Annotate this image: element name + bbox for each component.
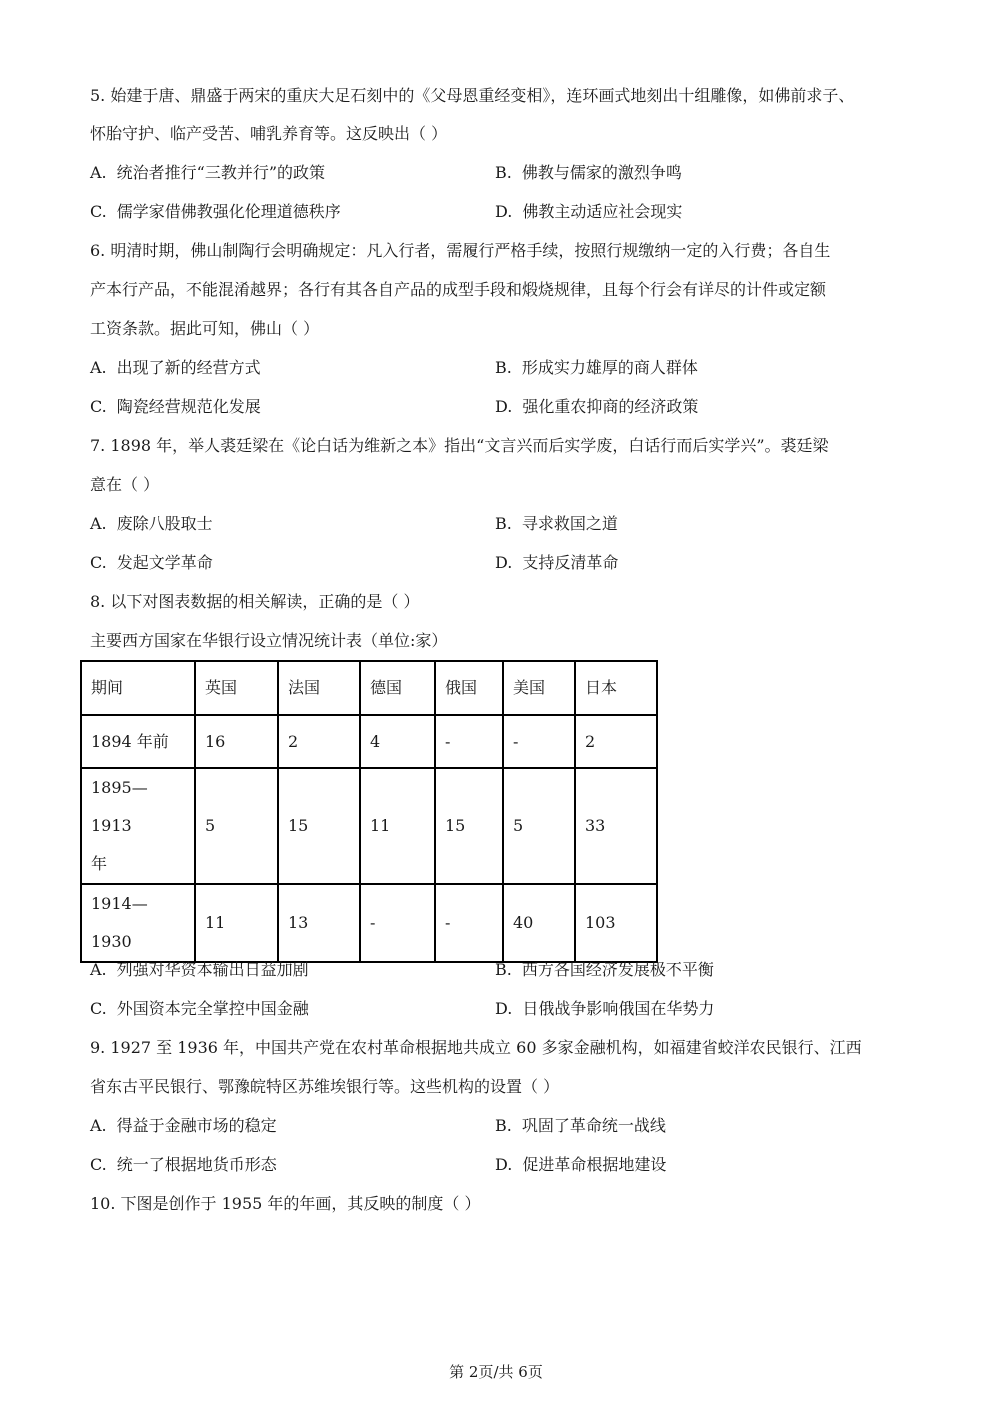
table-cell: 13 bbox=[278, 884, 360, 962]
option-letter: B. bbox=[495, 163, 512, 182]
q6-stem-line1: 6. 明清时期，佛山制陶行会明确规定：凡入行者，需履行严格手续，按照行规缴纳一定的入行费；各自生 bbox=[90, 241, 831, 260]
option-letter: A. bbox=[90, 1116, 107, 1135]
table-cell: 33 bbox=[575, 768, 657, 884]
bank-stats-table bbox=[80, 660, 658, 963]
option-text: 列强对华资本输出日益加剧 bbox=[116, 960, 309, 979]
q6-option-c[interactable] bbox=[90, 397, 261, 417]
q9-option-a[interactable] bbox=[90, 1116, 277, 1136]
table-cell: 4 bbox=[360, 715, 435, 768]
q5-stem-line1: 5. 始建于唐、鼎盛于两宋的重庆大足石刻中的《父母恩重经变相》，连环画式地刻出十组雕像，如佛前求子、 bbox=[90, 86, 855, 105]
option-text: 得益于金融市场的稳定 bbox=[116, 1116, 277, 1135]
table-period-cell bbox=[81, 768, 195, 884]
option-letter: C. bbox=[90, 1155, 107, 1174]
q6-option-b[interactable] bbox=[495, 358, 698, 378]
q7-option-d[interactable] bbox=[495, 553, 618, 573]
option-letter: D. bbox=[495, 397, 513, 416]
table-cell: 15 bbox=[435, 768, 503, 884]
option-letter: D. bbox=[495, 553, 513, 572]
q6-stem-line3: 工资条款。据此可知，佛山（ ） bbox=[90, 319, 320, 338]
table-cell: 11 bbox=[360, 768, 435, 884]
period-text: 1914—1930 bbox=[91, 894, 148, 951]
q5-option-b[interactable] bbox=[495, 163, 682, 183]
option-letter: A. bbox=[90, 514, 107, 533]
period-text: 1895—1913 bbox=[91, 778, 148, 835]
q6-option-d[interactable] bbox=[495, 397, 698, 417]
option-letter: A. bbox=[90, 163, 107, 182]
option-text: 形成实力雄厚的商人群体 bbox=[521, 358, 698, 377]
option-text: 寻求救国之道 bbox=[521, 514, 618, 533]
option-text: 统一了根据地货币形态 bbox=[116, 1155, 277, 1174]
option-text: 废除八股取士 bbox=[116, 514, 213, 533]
q5-option-c[interactable] bbox=[90, 202, 341, 222]
q9-option-b[interactable] bbox=[495, 1116, 666, 1136]
table-header-cell: 法国 bbox=[278, 661, 360, 715]
option-letter: C. bbox=[90, 397, 107, 416]
option-letter: D. bbox=[495, 999, 513, 1018]
q8-option-b[interactable] bbox=[495, 960, 714, 980]
option-letter: C. bbox=[90, 553, 107, 572]
q6-option-a[interactable] bbox=[90, 358, 261, 378]
option-text: 统治者推行“三教并行”的政策 bbox=[116, 163, 326, 182]
table-header-row bbox=[81, 661, 657, 715]
table-cell: - bbox=[503, 715, 575, 768]
table-cell: 16 bbox=[195, 715, 278, 768]
table-header-cell: 俄国 bbox=[435, 661, 503, 715]
table-cell: 103 bbox=[575, 884, 657, 962]
option-letter: D. bbox=[495, 1155, 513, 1174]
table-cell: 2 bbox=[575, 715, 657, 768]
q6-stem-line2: 产本行产品，不能混淆越界；各行有其各自产品的成型手段和煅烧规律，且每个行会有详尽的计件或定额 bbox=[90, 280, 827, 299]
option-text: 陶瓷经营规范化发展 bbox=[116, 397, 261, 416]
table-caption: 主要西方国家在华银行设立情况统计表（单位:家） bbox=[90, 631, 448, 650]
option-letter: B. bbox=[495, 960, 512, 979]
q8-option-d[interactable] bbox=[495, 999, 714, 1019]
table-cell: - bbox=[435, 884, 503, 962]
table-cell: 2 bbox=[278, 715, 360, 768]
q7-option-b[interactable] bbox=[495, 514, 618, 534]
q9-option-d[interactable] bbox=[495, 1155, 666, 1175]
option-letter: B. bbox=[495, 358, 512, 377]
table-cell: 5 bbox=[195, 768, 278, 884]
option-text: 西方各国经济发展极不平衡 bbox=[521, 960, 714, 979]
q9-option-c[interactable] bbox=[90, 1155, 277, 1175]
option-text: 发起文学革命 bbox=[116, 553, 213, 572]
q7-stem-line2: 意在（ ） bbox=[90, 475, 160, 494]
option-text: 巩固了革命统一战线 bbox=[521, 1116, 666, 1135]
option-letter: A. bbox=[90, 358, 107, 377]
option-letter: C. bbox=[90, 202, 107, 221]
table-header-cell: 德国 bbox=[360, 661, 435, 715]
option-letter: D. bbox=[495, 202, 513, 221]
table-row bbox=[81, 884, 657, 962]
period-text: 1894 年前 bbox=[91, 731, 169, 751]
option-text: 强化重农抑商的经济政策 bbox=[522, 397, 699, 416]
option-text: 日俄战争影响俄国在华势力 bbox=[522, 999, 715, 1018]
q8-stem-line1: 8. 以下对图表数据的相关解读，正确的是（ ） bbox=[90, 592, 420, 611]
table-cell: - bbox=[360, 884, 435, 962]
q7-option-c[interactable] bbox=[90, 553, 213, 573]
option-text: 出现了新的经营方式 bbox=[116, 358, 261, 377]
q7-stem-line1: 7. 1898 年，举人裘廷梁在《论白话为维新之本》指出“文言兴而后实学废，白话行而后实学兴”。裘廷梁 bbox=[90, 436, 829, 455]
table-row bbox=[81, 768, 657, 884]
table-cell: 5 bbox=[503, 768, 575, 884]
option-text: 佛教主动适应社会现实 bbox=[522, 202, 683, 221]
table-header-cell: 英国 bbox=[195, 661, 278, 715]
option-text: 佛教与儒家的激烈争鸣 bbox=[521, 163, 682, 182]
table-cell: 15 bbox=[278, 768, 360, 884]
q8-option-a[interactable] bbox=[90, 960, 309, 980]
table-cell: - bbox=[435, 715, 503, 768]
option-text: 促进革命根据地建设 bbox=[522, 1155, 667, 1174]
option-text: 儒学家借佛教强化伦理道德秩序 bbox=[116, 202, 341, 221]
table-header-cell: 日本 bbox=[575, 661, 657, 715]
table-header-cell: 期间 bbox=[81, 661, 195, 715]
option-text: 外国资本完全掌控中国金融 bbox=[116, 999, 309, 1018]
option-letter: A. bbox=[90, 960, 107, 979]
option-letter: C. bbox=[90, 999, 107, 1018]
option-letter: B. bbox=[495, 514, 512, 533]
q5-option-a[interactable] bbox=[90, 163, 325, 183]
table-header-cell: 美国 bbox=[503, 661, 575, 715]
option-text: 支持反清革命 bbox=[522, 553, 619, 572]
table-period-cell bbox=[81, 715, 195, 768]
q9-stem-line2: 省东古平民银行、鄂豫皖特区苏维埃银行等。这些机构的设置（ ） bbox=[90, 1077, 560, 1096]
q7-option-a[interactable] bbox=[90, 514, 213, 534]
page-number-footer: 第 2页/共 6页 bbox=[449, 1363, 543, 1381]
table-cell: 40 bbox=[503, 884, 575, 962]
q10-stem-line1: 10. 下图是创作于 1955 年的年画，其反映的制度（ ） bbox=[90, 1194, 481, 1213]
q5-stem-line2: 怀胎守护、临产受苦、哺乳养育等。这反映出（ ） bbox=[90, 124, 448, 143]
table-period-cell bbox=[81, 884, 195, 962]
table-row bbox=[81, 715, 657, 768]
q9-stem-line1: 9. 1927 至 1936 年，中国共产党在农村革命根据地共成立 60 多家金融机构，如福建省蛟洋农民银行、江西 bbox=[90, 1038, 862, 1057]
q8-option-c[interactable] bbox=[90, 999, 309, 1019]
table-cell: 11 bbox=[195, 884, 278, 962]
period-text-cont: 年 bbox=[91, 854, 108, 873]
q5-option-d[interactable] bbox=[495, 202, 682, 222]
option-letter: B. bbox=[495, 1116, 512, 1135]
